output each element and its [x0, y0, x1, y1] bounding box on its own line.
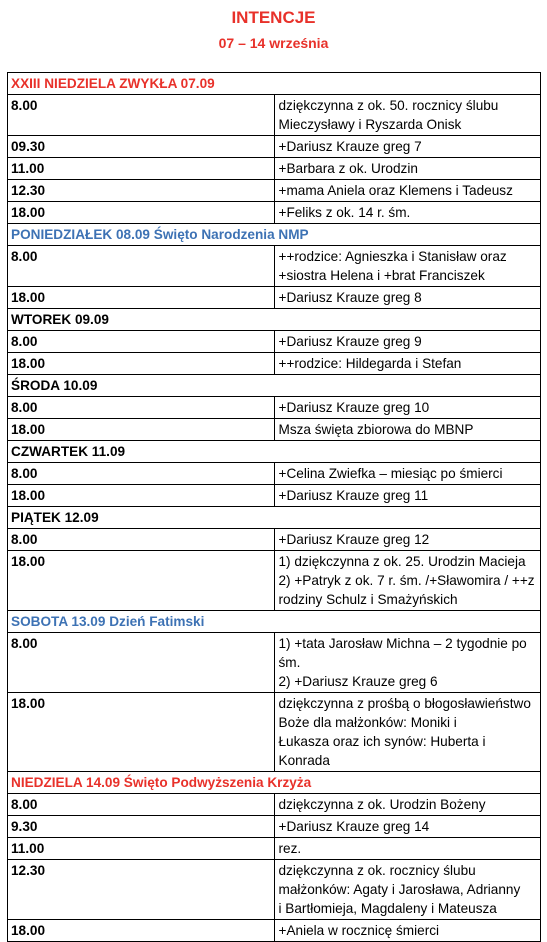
mass-intention-row [8, 551, 541, 611]
mass-time: 8.00 [8, 246, 275, 287]
intention-line: 1) +tata Jarosław Michna – 2 tygodnie po śm. [278, 636, 527, 670]
intention-text [274, 397, 541, 419]
intention-line: +Dariusz Krauze greg 11 [278, 488, 429, 503]
mass-intention-row [8, 246, 541, 287]
intention-text [274, 633, 541, 693]
intention-line: rez. [278, 841, 302, 856]
intention-line: dziękczynna z ok. 50. rocznicy ślubu Mieczysławy i Ryszarda Onisk [278, 98, 499, 132]
mass-intention-row [8, 693, 541, 772]
intention-text [274, 551, 541, 611]
mass-time: 18.00 [8, 920, 275, 942]
intention-line: +Feliks z ok. 14 r. śm. [278, 205, 411, 220]
intention-text [274, 246, 541, 287]
intention-line: +Dariusz Krauze greg 7 [278, 139, 422, 154]
day-header: NIEDZIELA 14.09 Święto Podwyższenia Krzyża [8, 772, 541, 794]
mass-intention-row [8, 633, 541, 693]
mass-time: 8.00 [8, 794, 275, 816]
day-header-row [8, 507, 541, 529]
mass-time: 18.00 [8, 485, 275, 507]
mass-intention-row [8, 95, 541, 136]
intention-line: 2) +Patryk z ok. 7 r. śm. /+Sławomira / ++z rodziny Schulz i Smażyńskich [278, 573, 535, 607]
intention-text [274, 529, 541, 551]
mass-intention-row [8, 397, 541, 419]
mass-time: 8.00 [8, 529, 275, 551]
intention-line: dziękczynna z ok. Urodzin Bożeny [278, 797, 486, 812]
day-header-row [8, 375, 541, 397]
mass-time: 12.30 [8, 180, 275, 202]
day-header: PONIEDZIAŁEK 08.09 Święto Narodzenia NMP [8, 224, 541, 246]
intention-text [274, 331, 541, 353]
intention-line: i Bartłomieja, Magdaleny i Mateusza [278, 901, 497, 916]
mass-intention-row [8, 463, 541, 485]
mass-intention-row [8, 794, 541, 816]
mass-intention-row [8, 331, 541, 353]
mass-time: 09.30 [8, 136, 275, 158]
mass-intention-row [8, 816, 541, 838]
day-header-row [8, 611, 541, 633]
intention-line: Łukasza oraz ich synów: Huberta i Konrada [278, 734, 486, 768]
mass-intention-row [8, 419, 541, 441]
mass-time: 11.00 [8, 158, 275, 180]
mass-intention-row [8, 136, 541, 158]
intention-text [274, 838, 541, 860]
intention-line: +Dariusz Krauze greg 8 [278, 290, 422, 305]
intention-line: +Aniela w rocznicę śmierci [278, 923, 440, 938]
intentions-table [7, 72, 541, 942]
mass-time: 18.00 [8, 419, 275, 441]
mass-time: 8.00 [8, 633, 275, 693]
intention-line: Msza święta zbiorowa do MBNP [278, 422, 474, 437]
date-range-subtitle: 07 – 14 września [218, 35, 329, 51]
mass-intention-row [8, 158, 541, 180]
mass-time: 8.00 [8, 331, 275, 353]
intention-text [274, 920, 541, 942]
day-header: WTOREK 09.09 [8, 309, 541, 331]
day-header-row [8, 441, 541, 463]
intention-line: +Dariusz Krauze greg 10 [278, 400, 430, 415]
intention-text [274, 180, 541, 202]
intention-line: +Barbara z ok. Urodzin [278, 161, 418, 176]
mass-time: 18.00 [8, 287, 275, 309]
intention-line: 2) +Dariusz Krauze greg 6 [278, 674, 438, 689]
day-header: CZWARTEK 11.09 [8, 441, 541, 463]
mass-intention-row [8, 202, 541, 224]
intention-line: ++rodzice: Hildegarda i Stefan [278, 356, 462, 371]
mass-intention-row [8, 353, 541, 375]
mass-time: 9.30 [8, 816, 275, 838]
intention-text [274, 693, 541, 772]
intention-text [274, 287, 541, 309]
mass-intention-row [8, 920, 541, 942]
mass-time: 18.00 [8, 551, 275, 611]
intention-line: +Celina Zwiefka – miesiąc po śmierci [278, 466, 503, 481]
intention-text [274, 860, 541, 920]
intention-line: dziękczynna z ok. rocznicy ślubu małżonków: Agaty i Jarosława, Adrianny [278, 863, 521, 897]
day-header: XXIII NIEDZIELA ZWYKŁA 07.09 [8, 73, 541, 95]
mass-time: 18.00 [8, 202, 275, 224]
mass-intention-row [8, 485, 541, 507]
mass-time: 8.00 [8, 95, 275, 136]
mass-intention-row [8, 860, 541, 920]
intention-text [274, 419, 541, 441]
mass-intention-row [8, 838, 541, 860]
mass-intention-row [8, 180, 541, 202]
intention-line: +mama Aniela oraz Klemens i Tadeusz [278, 183, 513, 198]
mass-time: 18.00 [8, 693, 275, 772]
day-header-row [8, 772, 541, 794]
day-header: ŚRODA 10.09 [8, 375, 541, 397]
mass-time: 11.00 [8, 838, 275, 860]
day-header: SOBOTA 13.09 Dzień Fatimski [8, 611, 541, 633]
page-title: INTENCJE [231, 8, 316, 27]
intention-text [274, 794, 541, 816]
mass-time: 8.00 [8, 463, 275, 485]
intention-line: 1) dziękczynna z ok. 25. Urodzin Macieja [278, 554, 526, 569]
mass-time: 18.00 [8, 353, 275, 375]
mass-intention-row [8, 287, 541, 309]
intention-text [274, 353, 541, 375]
intention-text [274, 463, 541, 485]
mass-intention-row [8, 529, 541, 551]
intention-text [274, 158, 541, 180]
intention-line: +Dariusz Krauze greg 9 [278, 334, 422, 349]
intention-line: +Dariusz Krauze greg 12 [278, 532, 430, 547]
intention-line: ++rodzice: Agnieszka i Stanisław oraz +siostra Helena i +brat Franciszek [278, 249, 507, 283]
day-header-row [8, 309, 541, 331]
intention-text [274, 816, 541, 838]
mass-time: 12.30 [8, 860, 275, 920]
day-header-row [8, 73, 541, 95]
intention-text [274, 485, 541, 507]
intention-line: +Dariusz Krauze greg 14 [278, 819, 430, 834]
intention-text [274, 136, 541, 158]
intention-text [274, 202, 541, 224]
intention-text [274, 95, 541, 136]
day-header: PIĄTEK 12.09 [8, 507, 541, 529]
day-header-row [8, 224, 541, 246]
intention-line: dziękczynna z prośbą o błogosławieństwo Boże dla małżonków: Moniki i [278, 696, 531, 730]
mass-time: 8.00 [8, 397, 275, 419]
